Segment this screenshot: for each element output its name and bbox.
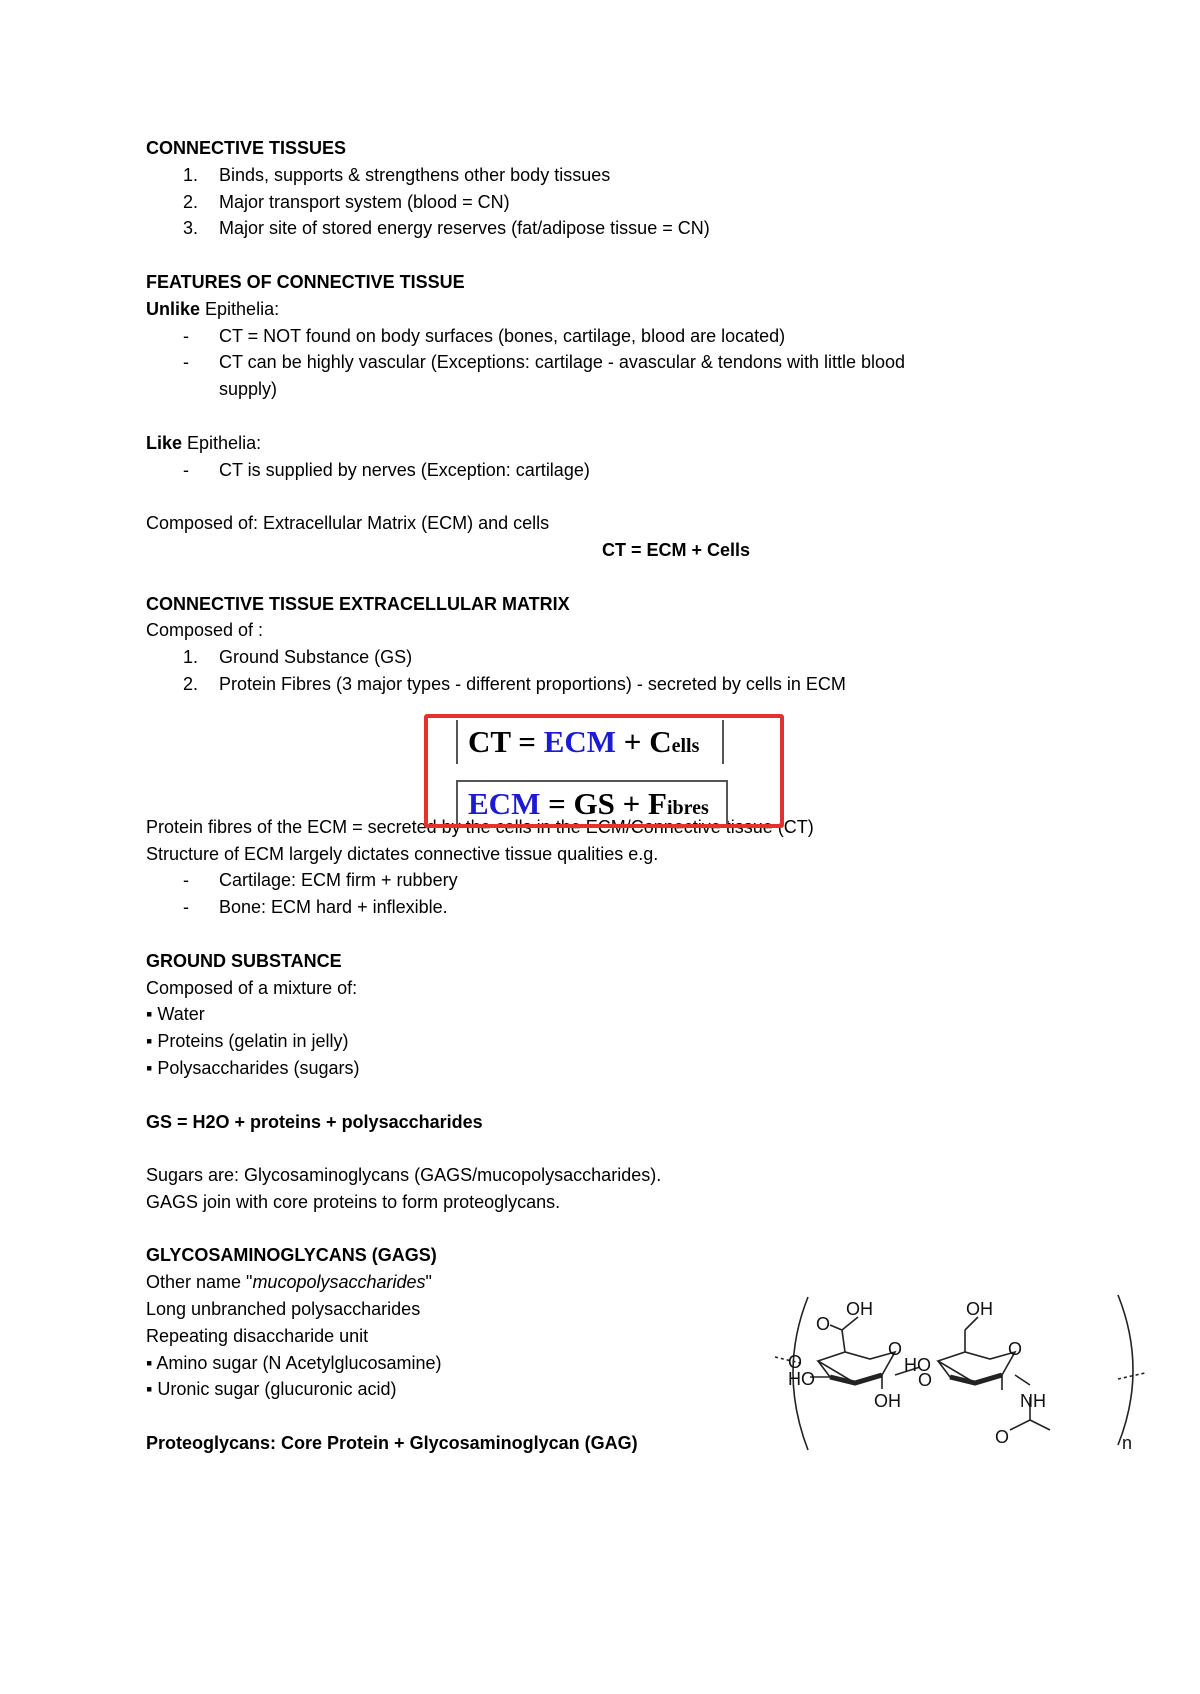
like-line: Like Epithelia: (146, 432, 262, 453)
unlike-line: Unlike Epithelia: (146, 298, 280, 319)
proteoglycans-line: Proteoglycans: Core Protein + Glycosaminoglycan (GAG) (146, 1433, 638, 1454)
ecm-composed-line: Composed of : (146, 620, 264, 641)
gs-formula: GS = H2O + proteins + polysaccharides (146, 1111, 483, 1132)
ct-formula: CT = ECM + Cells (601, 539, 751, 560)
section-heading: CONNECTIVE TISSUE EXTRACELLULAR MATRIX (146, 593, 570, 614)
other-name-line: Other name "mucopolysaccharides" (146, 1272, 432, 1293)
repeating-line: Repeating disaccharide unit (146, 1325, 369, 1346)
structure-line: Structure of ECM largely dictates connective tissue qualities e.g. (146, 843, 659, 864)
oxygen-label: O (788, 1352, 803, 1372)
section-heading: FEATURES OF CONNECTIVE TISSUE (146, 271, 465, 292)
bullet-item: ▪ Amino sugar (N Acetylglucosamine) (146, 1352, 442, 1373)
list-item: - CT is supplied by nerves (Exception: cartilage) (183, 459, 590, 480)
list-item: 1. Binds, supports & strengthens other body tissues (183, 164, 611, 185)
bullet-item: ▪ Water (146, 1004, 205, 1025)
oxygen-label: O (816, 1314, 831, 1334)
disaccharide-structure-diagram (770, 1285, 1150, 1460)
list-item: 2. Major transport system (blood = CN) (183, 191, 510, 212)
list-item: - CT can be highly vascular (Exceptions: cartilage - avascular & tendons with little blood (183, 352, 906, 373)
amine-label: NH (1020, 1391, 1046, 1411)
section-heading: GLYCOSAMINOGLYCANS (GAGS) (146, 1245, 437, 1266)
list-item: 1. Ground Substance (GS) (183, 647, 413, 668)
equation-box (424, 714, 784, 828)
list-item: 2. Protein Fibres (3 major types - different proportions) - secreted by cells in ECM (183, 673, 846, 694)
bullet-item: ▪ Proteins (gelatin in jelly) (146, 1031, 349, 1052)
hydroxyl-label: OH (966, 1299, 993, 1319)
list-item: - Cartilage: ECM firm + rubbery (183, 870, 458, 891)
oxygen-label: O (995, 1427, 1010, 1447)
fibres-line: Protein fibres of the ECM = secreted by the cells in the ECM/Connective tissue (CT) (146, 816, 814, 837)
composed-of-line: Composed of: Extracellular Matrix (ECM) and cells (146, 513, 550, 534)
repeat-count-label: n (1122, 1433, 1133, 1453)
section-heading: CONNECTIVE TISSUES (146, 138, 347, 158)
hydroxyl-label: OH (846, 1299, 873, 1319)
list-item: - CT = NOT found on body surfaces (bones, cartilage, blood are located) (183, 325, 786, 346)
bullet-item: ▪ Polysaccharides (sugars) (146, 1057, 360, 1078)
ring-oxygen-label: O (1008, 1339, 1023, 1359)
list-item-continuation: supply) (219, 379, 278, 400)
hydroxyl-label: HO (904, 1355, 931, 1375)
gags-join-line: GAGS join with core proteins to form proteoglycans. (146, 1191, 561, 1212)
ecm-equation: ECM = GS + Fibres (456, 780, 728, 824)
list-item: - Bone: ECM hard + inflexible. (183, 897, 448, 918)
long-unbranched-line: Long unbranched polysaccharides (146, 1299, 421, 1320)
bullet-item: ▪ Uronic sugar (glucuronic acid) (146, 1379, 397, 1400)
list-item: 3. Major site of stored energy reserves (fat/adipose tissue = CN) (183, 218, 710, 239)
hydroxyl-label: OH (874, 1391, 901, 1411)
ring-oxygen-label: O (888, 1339, 903, 1359)
section-heading: GROUND SUBSTANCE (146, 950, 342, 971)
sugars-line: Sugars are: Glycosaminoglycans (GAGS/mucopolysaccharides). (146, 1165, 662, 1186)
ct-equation: CT = ECM + Cells (456, 720, 724, 764)
gs-composed-line: Composed of a mixture of: (146, 977, 358, 998)
glycosidic-oxygen-label: O (918, 1370, 933, 1390)
hydroxyl-label: HO (788, 1369, 815, 1389)
